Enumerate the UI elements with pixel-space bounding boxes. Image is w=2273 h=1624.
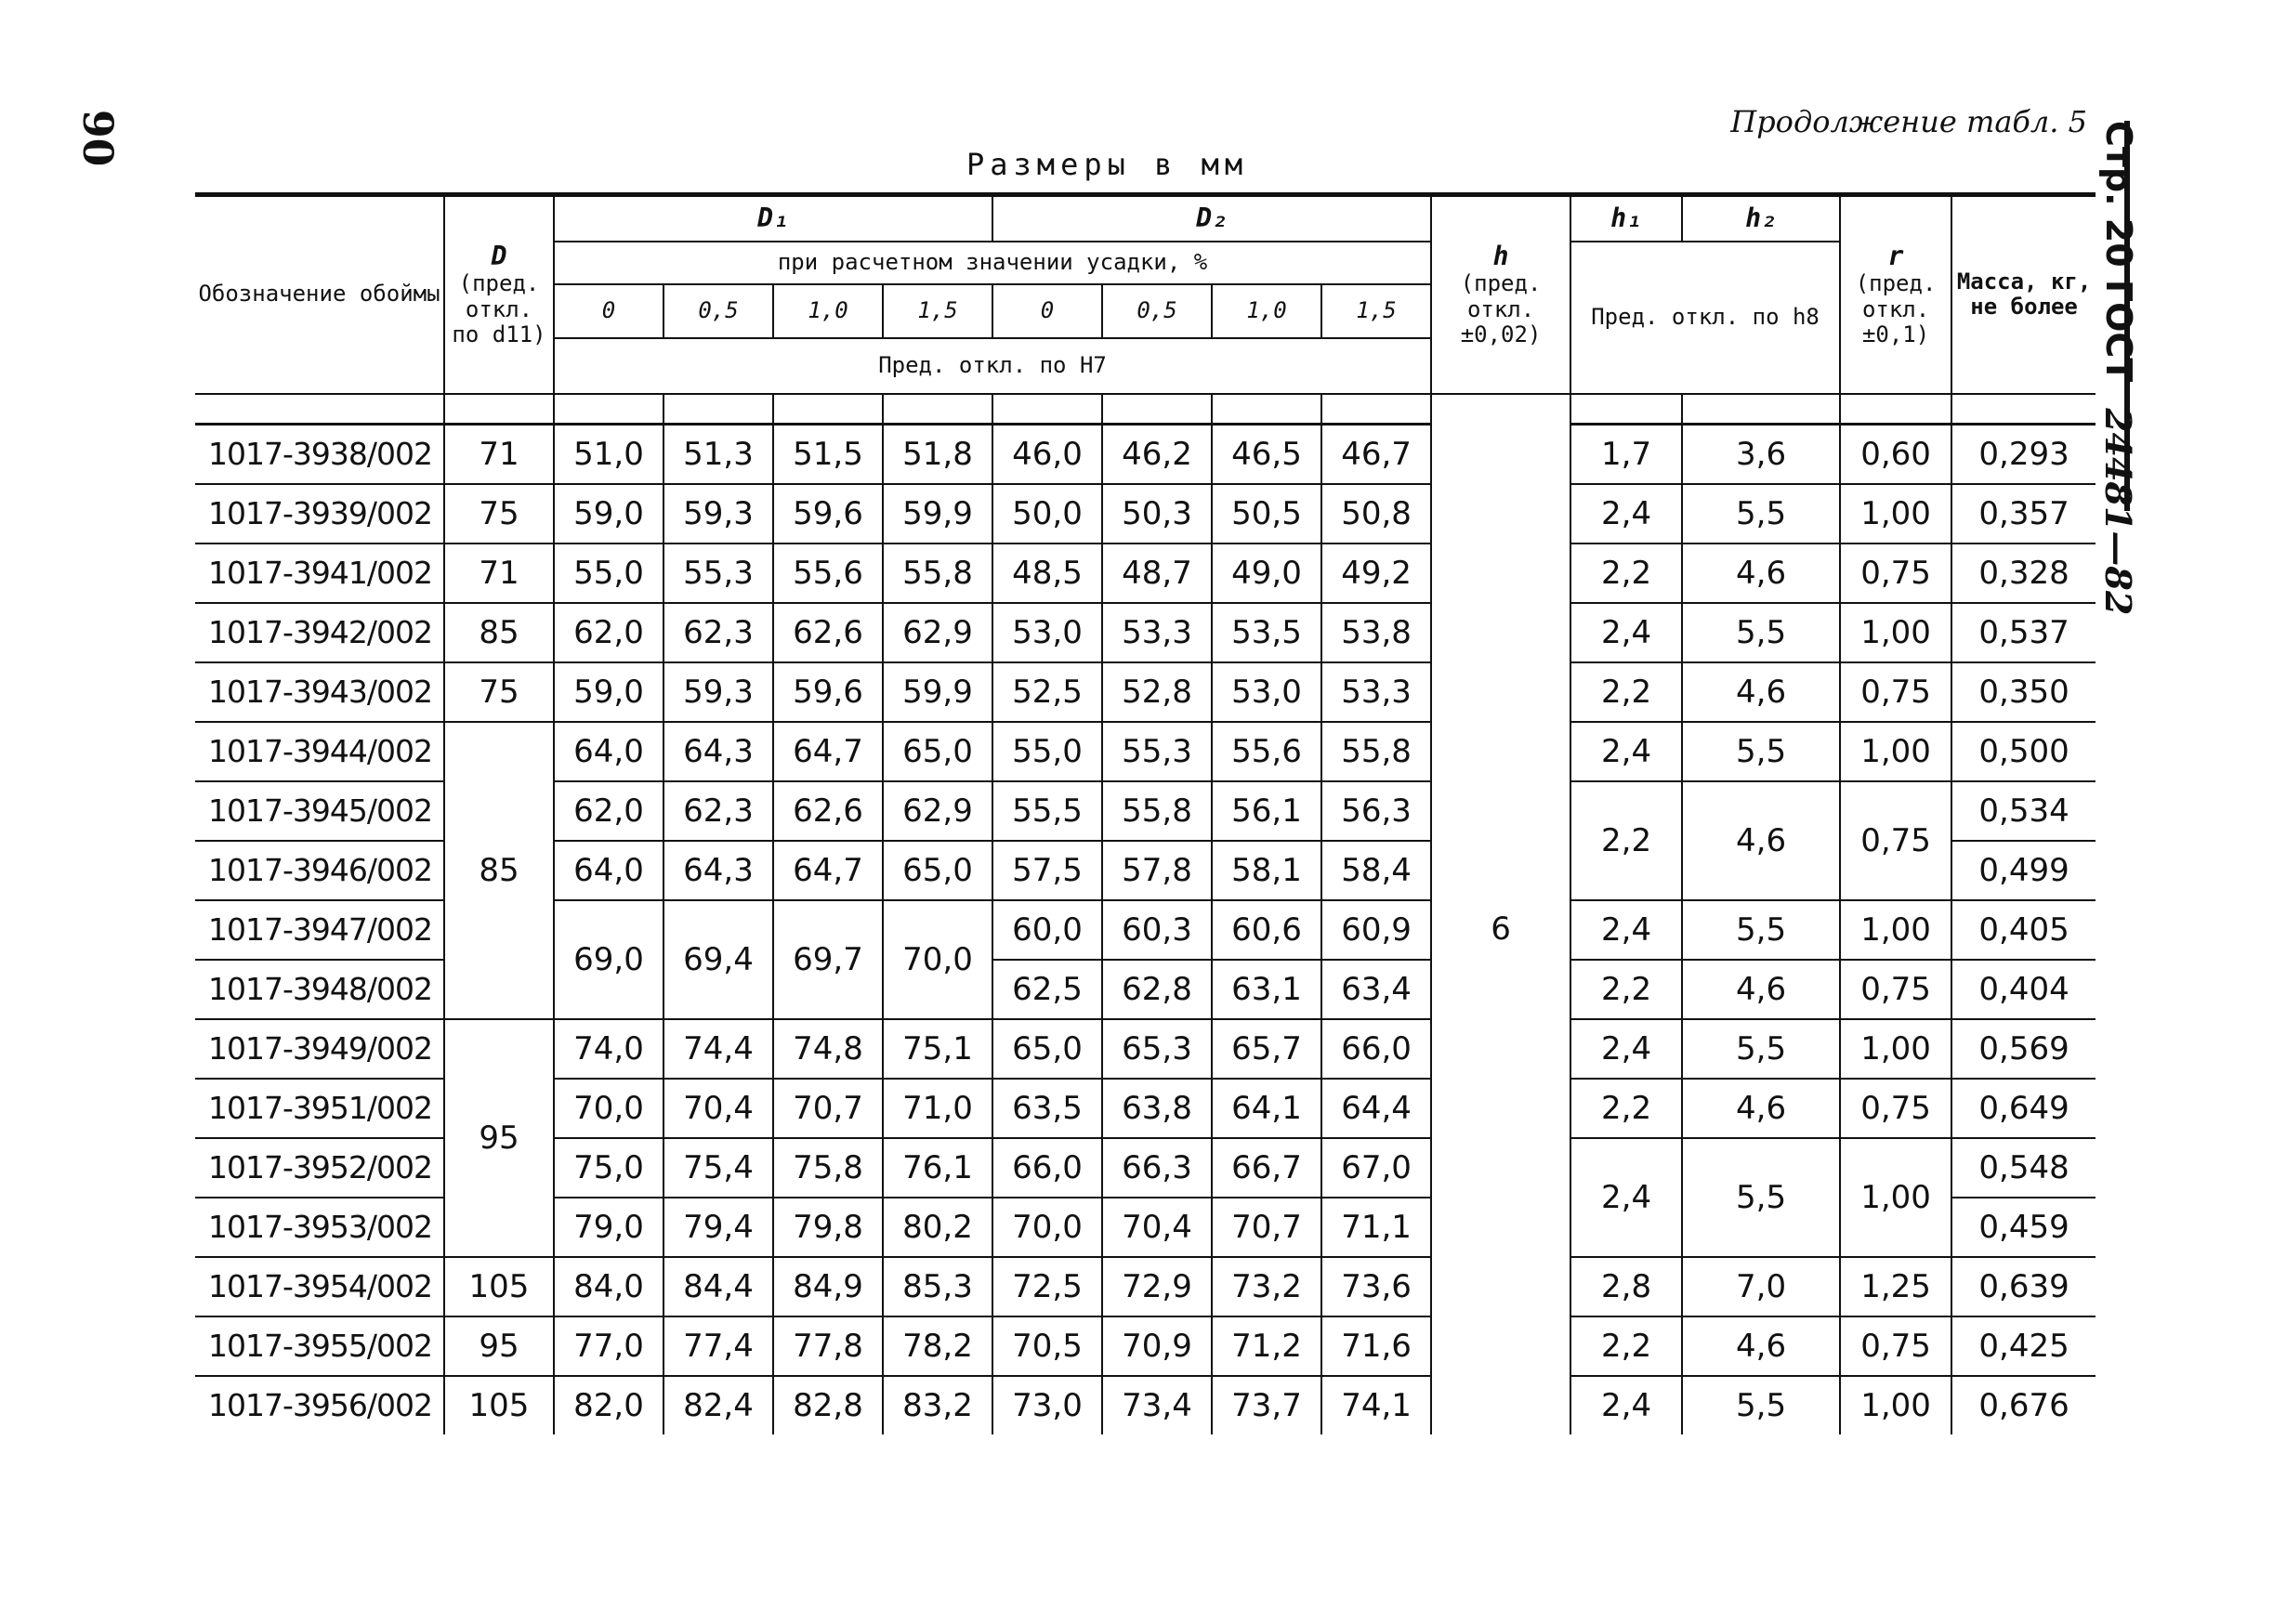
cell-d2: 73,6 (1321, 1257, 1431, 1316)
cell-d1: 84,0 (554, 1257, 664, 1316)
cell-d1: 80,2 (883, 1198, 992, 1257)
cell-d1: 62,3 (664, 603, 773, 662)
cell-d1: 70,0 (883, 900, 992, 1019)
row-designation: 1017-3938/002 (195, 424, 444, 484)
table-row (195, 544, 2096, 603)
cell-h2: 4,6 (1682, 544, 1840, 603)
cell-h2: 5,5 (1682, 484, 1840, 544)
cell-h2: 5,5 (1682, 1019, 1840, 1079)
cell-mass: 0,425 (1951, 1316, 2096, 1376)
cell-d2: 57,5 (992, 841, 1102, 900)
cell-mass: 0,569 (1951, 1019, 2096, 1079)
cell-d1: 70,4 (664, 1079, 773, 1138)
cell-h1: 2,4 (1570, 1019, 1682, 1079)
cell-d2: 63,8 (1102, 1079, 1212, 1138)
cell-d2: 58,1 (1212, 841, 1321, 900)
cell-d1: 59,0 (554, 662, 664, 722)
col-r (1840, 195, 1951, 394)
cell-d2: 65,3 (1102, 1019, 1212, 1079)
cell-d2: 52,5 (992, 662, 1102, 722)
pct-d1-0: 0 (554, 284, 664, 338)
cell-d1: 59,9 (883, 484, 992, 544)
cell-d2: 70,5 (992, 1316, 1102, 1376)
col-mass: Масса, кг, не более (1951, 195, 2096, 394)
cell-d1: 62,6 (773, 781, 883, 841)
col-h (1431, 195, 1570, 394)
cell-d1: 78,2 (883, 1316, 992, 1376)
cell-d2: 46,7 (1321, 424, 1431, 484)
cell-d2: 55,6 (1212, 722, 1321, 781)
cell-d2: 48,7 (1102, 544, 1212, 603)
cell-d1: 76,1 (883, 1138, 992, 1198)
cell-d2: 74,1 (1321, 1376, 1431, 1434)
cell-D: 95 (444, 1019, 554, 1257)
table-row (195, 662, 2096, 722)
row-designation: 1017-3939/002 (195, 484, 444, 544)
cell-d1: 83,2 (883, 1376, 992, 1434)
cell-h2: 5,5 (1682, 1376, 1840, 1434)
cell-h1: 1,7 (1570, 424, 1682, 484)
cell-d1: 59,3 (664, 484, 773, 544)
cell-d2: 60,9 (1321, 900, 1431, 960)
cell-h1: 2,4 (1570, 1138, 1682, 1257)
cell-r: 0,75 (1840, 1079, 1951, 1138)
cell-d1: 59,6 (773, 662, 883, 722)
cell-d2: 52,8 (1102, 662, 1212, 722)
cell-h2: 4,6 (1682, 1079, 1840, 1138)
cell-d1: 85,3 (883, 1257, 992, 1316)
table-row (195, 1257, 2096, 1316)
cell-r: 0,75 (1840, 781, 1951, 900)
cell-h1: 2,4 (1570, 484, 1682, 544)
cell-mass: 0,649 (1951, 1079, 2096, 1138)
cell-h2: 7,0 (1682, 1257, 1840, 1316)
cell-d1: 70,0 (554, 1079, 664, 1138)
cell-d2: 63,5 (992, 1079, 1102, 1138)
cell-d1: 69,0 (554, 900, 664, 1019)
cell-d2: 65,0 (992, 1019, 1102, 1079)
cell-d1: 75,8 (773, 1138, 883, 1198)
cell-d1: 75,4 (664, 1138, 773, 1198)
cell-d2: 70,9 (1102, 1316, 1212, 1376)
cell-h2: 5,5 (1682, 900, 1840, 960)
row-designation: 1017-3949/002 (195, 1019, 444, 1079)
cell-h2: 3,6 (1682, 424, 1840, 484)
cell-d2: 56,3 (1321, 781, 1431, 841)
cell-r: 1,00 (1840, 1019, 1951, 1079)
cell-d1: 79,8 (773, 1198, 883, 1257)
cell-d2: 46,2 (1102, 424, 1212, 484)
cell-d1: 84,4 (664, 1257, 773, 1316)
cell-r: 0,75 (1840, 662, 1951, 722)
col-D-symbol: D (491, 240, 507, 271)
cell-d1: 84,9 (773, 1257, 883, 1316)
col-designation: Обозначение обоймы (195, 195, 444, 394)
cell-mass: 0,534 (1951, 781, 2096, 841)
cell-d1: 77,8 (773, 1316, 883, 1376)
cell-h2: 5,5 (1682, 1138, 1840, 1257)
cell-d2: 53,5 (1212, 603, 1321, 662)
cell-d2: 53,3 (1102, 603, 1212, 662)
cell-d2: 50,5 (1212, 484, 1321, 544)
cell-d1: 59,3 (664, 662, 773, 722)
cell-d1: 82,4 (664, 1376, 773, 1434)
cell-d1: 59,6 (773, 484, 883, 544)
pct-d2-0: 0 (992, 284, 1102, 338)
cell-d1: 79,4 (664, 1198, 773, 1257)
col-r-note: (пред. откл. ±0,1) (1855, 269, 1937, 348)
cell-h1: 2,2 (1570, 1079, 1682, 1138)
side-label-page: Стр. 20 ГОСТ (2098, 121, 2139, 383)
shrinkage-header: при расчетном значении усадки, % (554, 242, 1431, 284)
cell-d2: 55,0 (992, 722, 1102, 781)
cell-d1: 64,7 (773, 841, 883, 900)
table-row (195, 424, 2096, 484)
row-designation: 1017-3955/002 (195, 1316, 444, 1376)
cell-d2: 73,7 (1212, 1376, 1321, 1434)
cell-d1: 77,4 (664, 1316, 773, 1376)
cell-h1: 2,2 (1570, 781, 1682, 900)
cell-h2: 4,6 (1682, 662, 1840, 722)
cell-d2: 64,1 (1212, 1079, 1321, 1138)
cell-h1: 2,4 (1570, 603, 1682, 662)
cell-d2: 48,5 (992, 544, 1102, 603)
cell-r: 1,25 (1840, 1257, 1951, 1316)
cell-d1: 62,9 (883, 781, 992, 841)
row-designation: 1017-3945/002 (195, 781, 444, 841)
cell-d2: 55,8 (1321, 722, 1431, 781)
header-gap (195, 394, 2096, 425)
cell-d1: 71,0 (883, 1079, 992, 1138)
cell-d1: 62,3 (664, 781, 773, 841)
cell-mass: 0,548 (1951, 1138, 2096, 1198)
cell-d2: 67,0 (1321, 1138, 1431, 1198)
cell-d2: 60,0 (992, 900, 1102, 960)
cell-r: 1,00 (1840, 484, 1951, 544)
row-designation: 1017-3944/002 (195, 722, 444, 781)
table-continuation-caption: Продолжение табл. 5 (1730, 104, 2087, 139)
cell-d2: 57,8 (1102, 841, 1212, 900)
cell-h: 6 (1431, 424, 1570, 1434)
cell-h1: 2,4 (1570, 1376, 1682, 1434)
cell-d2: 73,2 (1212, 1257, 1321, 1316)
row-designation: 1017-3941/002 (195, 544, 444, 603)
table-row (195, 603, 2096, 662)
col-D (444, 195, 554, 394)
col-r-symbol: r (1887, 240, 1904, 271)
col-h-symbol: h (1492, 240, 1509, 271)
cell-h1: 2,2 (1570, 544, 1682, 603)
cell-d2: 72,5 (992, 1257, 1102, 1316)
cell-d2: 71,2 (1212, 1316, 1321, 1376)
cell-mass: 0,676 (1951, 1376, 2096, 1434)
cell-d1: 69,7 (773, 900, 883, 1019)
cell-d2: 49,2 (1321, 544, 1431, 603)
cell-d2: 66,0 (992, 1138, 1102, 1198)
cell-d2: 53,0 (992, 603, 1102, 662)
cell-h2: 5,5 (1682, 722, 1840, 781)
page-number: 90 (73, 110, 121, 167)
cell-mass: 0,459 (1951, 1198, 2096, 1257)
cell-mass: 0,500 (1951, 722, 2096, 781)
cell-d1: 55,3 (664, 544, 773, 603)
pct-d1-15: 1,5 (883, 284, 992, 338)
cell-r: 0,60 (1840, 424, 1951, 484)
cell-d2: 55,8 (1102, 781, 1212, 841)
cell-h1: 2,4 (1570, 722, 1682, 781)
cell-d1: 74,8 (773, 1019, 883, 1079)
row-designation: 1017-3942/002 (195, 603, 444, 662)
row-designation: 1017-3948/002 (195, 960, 444, 1019)
cell-h1: 2,2 (1570, 1316, 1682, 1376)
cell-mass: 0,404 (1951, 960, 2096, 1019)
cell-d1: 74,4 (664, 1019, 773, 1079)
pct-d2-15: 1,5 (1321, 284, 1431, 338)
cell-d1: 51,3 (664, 424, 773, 484)
cell-d1: 65,0 (883, 841, 992, 900)
cell-d1: 51,5 (773, 424, 883, 484)
cell-r: 1,00 (1840, 900, 1951, 960)
table-row (195, 484, 2096, 544)
col-h2: h₂ (1682, 195, 1840, 242)
cell-d2: 71,6 (1321, 1316, 1431, 1376)
cell-D: 85 (444, 722, 554, 1019)
cell-r: 1,00 (1840, 722, 1951, 781)
cell-d2: 71,1 (1321, 1198, 1431, 1257)
row-designation: 1017-3953/002 (195, 1198, 444, 1257)
cell-d2: 73,4 (1102, 1376, 1212, 1434)
cell-mass: 0,357 (1951, 484, 2096, 544)
cell-d1: 82,8 (773, 1376, 883, 1434)
col-D-note: (пред. откл. по d11) (452, 269, 546, 348)
cell-r: 0,75 (1840, 960, 1951, 1019)
cell-d1: 64,0 (554, 841, 664, 900)
side-label-standard: 24481—82 (2097, 408, 2140, 616)
cell-mass: 0,537 (1951, 603, 2096, 662)
cell-d2: 62,5 (992, 960, 1102, 1019)
cell-D: 105 (444, 1257, 554, 1316)
pct-d2-10: 1,0 (1212, 284, 1321, 338)
cell-d2: 63,1 (1212, 960, 1321, 1019)
table-row (195, 1316, 2096, 1376)
col-D1: D₁ (554, 195, 992, 242)
side-label (2096, 121, 2142, 616)
row-designation: 1017-3956/002 (195, 1376, 444, 1434)
cell-d2: 53,0 (1212, 662, 1321, 722)
cell-d2: 56,1 (1212, 781, 1321, 841)
cell-d1: 62,0 (554, 781, 664, 841)
cell-d2: 46,5 (1212, 424, 1321, 484)
cell-d1: 51,0 (554, 424, 664, 484)
cell-d1: 64,3 (664, 722, 773, 781)
cell-D: 105 (444, 1376, 554, 1434)
cell-mass: 0,639 (1951, 1257, 2096, 1316)
row-designation: 1017-3952/002 (195, 1138, 444, 1198)
cell-r: 1,00 (1840, 1376, 1951, 1434)
cell-d1: 74,0 (554, 1019, 664, 1079)
cell-d1: 77,0 (554, 1316, 664, 1376)
units-caption: Размеры в мм (966, 147, 1249, 182)
cell-d1: 69,4 (664, 900, 773, 1019)
cell-mass: 0,350 (1951, 662, 2096, 722)
cell-d1: 59,9 (883, 662, 992, 722)
cell-D: 85 (444, 603, 554, 662)
cell-D: 75 (444, 662, 554, 722)
cell-d1: 75,0 (554, 1138, 664, 1198)
cell-mass: 0,293 (1951, 424, 2096, 484)
cell-d2: 50,0 (992, 484, 1102, 544)
col-D2: D₂ (992, 195, 1431, 242)
cell-d1: 62,9 (883, 603, 992, 662)
cell-r: 1,00 (1840, 1138, 1951, 1257)
cell-r: 0,75 (1840, 544, 1951, 603)
cell-d2: 58,4 (1321, 841, 1431, 900)
row-designation: 1017-3951/002 (195, 1079, 444, 1138)
row-designation: 1017-3954/002 (195, 1257, 444, 1316)
cell-d1: 55,6 (773, 544, 883, 603)
col-h-note: (пред. откл. ±0,02) (1460, 269, 1542, 348)
cell-d1: 55,0 (554, 544, 664, 603)
cell-d2: 66,0 (1321, 1019, 1431, 1079)
h8-tolerance-header: Пред. откл. по h8 (1570, 242, 1840, 394)
row-designation: 1017-3943/002 (195, 662, 444, 722)
cell-d2: 46,0 (992, 424, 1102, 484)
cell-d1: 65,0 (883, 722, 992, 781)
cell-h2: 4,6 (1682, 1316, 1840, 1376)
cell-d2: 73,0 (992, 1376, 1102, 1434)
cell-d2: 49,0 (1212, 544, 1321, 603)
col-h1: h₁ (1570, 195, 1682, 242)
h7-tolerance-header: Пред. откл. по H7 (554, 338, 1431, 394)
cell-d2: 53,3 (1321, 662, 1431, 722)
cell-D: 75 (444, 484, 554, 544)
cell-d2: 66,7 (1212, 1138, 1321, 1198)
cell-d2: 70,7 (1212, 1198, 1321, 1257)
cell-h1: 2,4 (1570, 900, 1682, 960)
cell-d2: 60,3 (1102, 900, 1212, 960)
table-row (195, 1376, 2096, 1434)
cell-h1: 2,8 (1570, 1257, 1682, 1316)
cell-mass: 0,499 (1951, 841, 2096, 900)
cell-D: 95 (444, 1316, 554, 1376)
pct-d2-05: 0,5 (1102, 284, 1212, 338)
row-designation: 1017-3947/002 (195, 900, 444, 960)
cell-d1: 64,7 (773, 722, 883, 781)
cell-h2: 5,5 (1682, 603, 1840, 662)
cell-d2: 50,3 (1102, 484, 1212, 544)
cell-d2: 66,3 (1102, 1138, 1212, 1198)
table-row (195, 722, 2096, 781)
cell-d1: 82,0 (554, 1376, 664, 1434)
cell-mass: 0,328 (1951, 544, 2096, 603)
cell-mass: 0,405 (1951, 900, 2096, 960)
cell-r: 0,75 (1840, 1316, 1951, 1376)
cell-d2: 55,3 (1102, 722, 1212, 781)
cell-d2: 72,9 (1102, 1257, 1212, 1316)
cell-d1: 62,0 (554, 603, 664, 662)
cell-d2: 55,5 (992, 781, 1102, 841)
cell-d2: 62,8 (1102, 960, 1212, 1019)
cell-d2: 65,7 (1212, 1019, 1321, 1079)
row-designation: 1017-3946/002 (195, 841, 444, 900)
cell-d1: 64,3 (664, 841, 773, 900)
cell-D: 71 (444, 544, 554, 603)
cell-d2: 63,4 (1321, 960, 1431, 1019)
cell-d1: 62,6 (773, 603, 883, 662)
cell-d2: 70,0 (992, 1198, 1102, 1257)
cell-h1: 2,2 (1570, 662, 1682, 722)
cell-d1: 79,0 (554, 1198, 664, 1257)
cell-d2: 50,8 (1321, 484, 1431, 544)
cell-h2: 4,6 (1682, 960, 1840, 1019)
table-row (195, 1019, 2096, 1079)
cell-d2: 53,8 (1321, 603, 1431, 662)
cell-D: 71 (444, 424, 554, 484)
cell-d1: 64,0 (554, 722, 664, 781)
cell-r: 1,00 (1840, 603, 1951, 662)
cell-h2: 4,6 (1682, 781, 1840, 900)
pct-d1-10: 1,0 (773, 284, 883, 338)
cell-d1: 51,8 (883, 424, 992, 484)
cell-h1: 2,2 (1570, 960, 1682, 1019)
cell-d1: 75,1 (883, 1019, 992, 1079)
cell-d1: 59,0 (554, 484, 664, 544)
cell-d2: 60,6 (1212, 900, 1321, 960)
cell-d1: 55,8 (883, 544, 992, 603)
cell-d1: 70,7 (773, 1079, 883, 1138)
cell-d2: 64,4 (1321, 1079, 1431, 1138)
cell-d2: 70,4 (1102, 1198, 1212, 1257)
pct-d1-05: 0,5 (664, 284, 773, 338)
dimensions-table (195, 192, 2096, 1434)
